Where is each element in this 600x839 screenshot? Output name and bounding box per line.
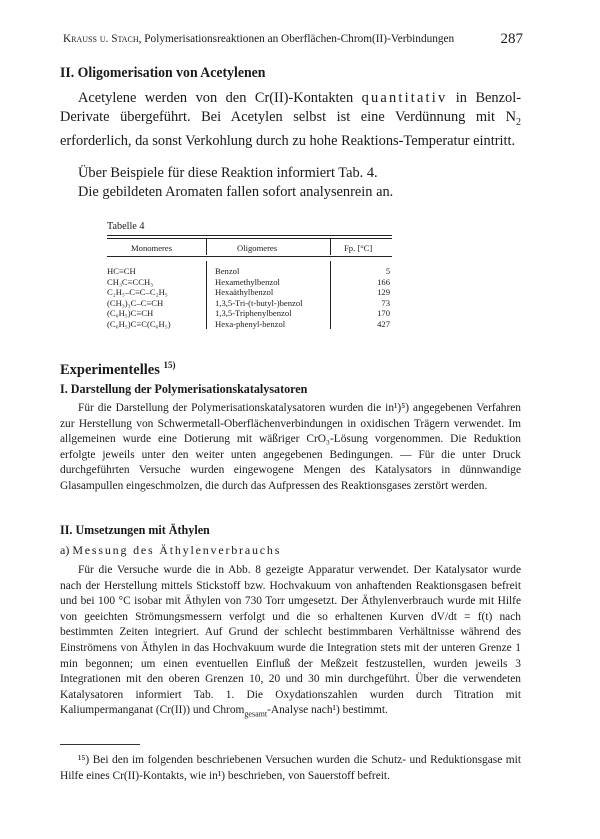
table-row: [107, 308, 392, 319]
header-authors: Krauss u. Stach: [63, 33, 139, 45]
table-body: [107, 257, 392, 330]
footnote-15: ¹⁵) Bei den im folgenden beschriebenen Versuchen wurden die Schutz- und Reduktionsgase mit Hilfe eines Cr(II)-Kontakts, wie in¹) beschrieben, von Sauerstoff befreit.: [60, 754, 521, 782]
col-header-fp: Fp. [°C]: [344, 243, 373, 253]
paragraph-messung: Für die Versuche wurde die in Abb. 8 gezeigte Apparatur verwendet. Der Katalysator wurde nach der Herstellung mittels Stickstoff bzw. Hochvakuum von anhaftenden Reaktionsgasen befreit und bei 100 °C isobar mit Äthylen von 730 Torr umgesetzt. Der Äthylenverbrauch wurde mit Hilfe von geeichten Strömungsmessern verfolgt und die so erhaltenen Kurven dV/dt = f(t) nach bestimmten Zeiten integriert. Auf Grund der schlecht bestimmbaren Verhältnisse während des Einströmens von Äthylen in das Hochvakuum wurde die Integration stets mit der unteren Grenze 1 min begonnen; um einen eventuellen Einfluß der Meßzeit festzustellen, wurden jeweils 3 Integrationen mit den oberen Grenzen 10, 20 und 30 min durchgeführt. Über die verwendeten Katalysatoren informiert Tab. 1. Die Oxydationszahlen wurden durch Titration mit Kaliumpermanganat (Cr(II)) und Chrom$_{gesamt}$-Analyse nach¹) bestimmt.: [60, 564, 521, 719]
table-row: [107, 298, 392, 309]
paragraph-table-reference: Über Beispiele für diese Reaktion informiert Tab. 4.: [78, 165, 378, 181]
cell-fp: 73: [381, 297, 390, 308]
cell-monomer: C₂H₅–C≡C–C₂H₅: [107, 287, 168, 298]
cell-monomer: (CH₃)₃C–C≡CH: [107, 297, 164, 308]
cell-oligomer: 1,3,5-Tri-(t-butyl-)benzol: [215, 297, 303, 308]
cell-oligomer: Benzol: [215, 266, 240, 276]
cell-oligomer: Hexamethylbenzol: [215, 276, 280, 287]
cell-monomer: CH₃C≡CCH₃: [107, 276, 154, 287]
col-divider: [330, 261, 331, 329]
footnote-rule: [60, 744, 140, 745]
running-header: [63, 33, 523, 45]
table-row: [107, 277, 392, 288]
heading-umsetzungen: II. Umsetzungen mit Äthylen: [60, 522, 210, 537]
table4-caption: Tabelle 4: [107, 221, 145, 232]
paragraph-aromatics: Die gebildeten Aromaten fallen sofort analysenrein an.: [78, 184, 394, 200]
cell-oligomer: Hexa-phenyl-benzol: [215, 318, 286, 329]
col-divider: [206, 239, 207, 255]
table-top-rule: [107, 235, 392, 236]
paragraph-acetylene-intro: Acetylene werden von den Cr(II)-Kontakten quantitativ in Benzol-Derivate übergeführt. Bei Acetylen selbst ist eine Verdünnung mit $N_2$ erforderlich, da sonst Verkohlung durch zu hohe Reaktions-Temperatur eintritt.: [60, 90, 521, 150]
table4: [107, 235, 392, 330]
cell-monomer: HC≡CH: [107, 266, 136, 276]
cell-monomer: (C₆H₅)C≡CH: [107, 308, 154, 319]
section-heading-oligomerisation: II. Oligomerisation von Acetylenen: [60, 65, 266, 81]
cell-oligomer: 1,3,5-Triphenylbenzol: [215, 308, 292, 319]
cell-fp: 170: [377, 308, 390, 319]
subheading-messung: a) Messung des Äthylenverbrauchs: [60, 543, 282, 557]
heading-darstellung: I. Darstellung der Polymerisationskatalysatoren: [60, 381, 308, 396]
table-header-row: [107, 239, 392, 256]
col-header-oligomer: Oligomeres: [237, 243, 278, 253]
cell-oligomer: Hexaäthylbenzol: [215, 287, 274, 298]
col-header-monomer: Monomeres: [131, 243, 173, 253]
cell-fp: 427: [377, 318, 390, 329]
table-row: [107, 266, 392, 277]
cell-fp: 129: [377, 287, 390, 298]
cell-monomer: (C₆H₅)C≡C(C₆H₅): [107, 318, 171, 329]
col-divider: [330, 239, 331, 255]
cell-fp: 5: [385, 266, 390, 276]
header-title: , Polymerisationsreaktionen an Oberflächen-Chrom(II)-Verbindungen: [138, 33, 455, 45]
heading-experimentelles: Experimentelles $^{15)}$: [60, 360, 176, 378]
emphasis-quantitativ: quantitativ: [361, 90, 448, 106]
cell-fp: 166: [377, 276, 390, 287]
table-row: [107, 319, 392, 330]
paragraph-darstellung: Für die Darstellung der Polymerisationskatalysatoren wurden die in¹)⁵) angegebenen Verfahren zur Herstellung von Schwermetall-Oberflächenverbindungen in oxidischen Trägern verwendet. Im allgemeinen wurde eine Dotierung mit wäßriger CrO₃-Lösung vorgenommen. Die Reduktion erfolgte jeweils unter den weiter unten angegebenen Bedingungen. — Für die unter Druck durchgeführten Versuche wurden eingewogene Mengen des Katalysators in dünnwandige Glasampullen eingeschmolzen, die durch das Aufpressen des Reaktionsgases zerstört werden.: [60, 402, 521, 492]
table-row: [107, 287, 392, 298]
page-number: 287: [500, 31, 523, 47]
col-divider: [206, 261, 207, 329]
